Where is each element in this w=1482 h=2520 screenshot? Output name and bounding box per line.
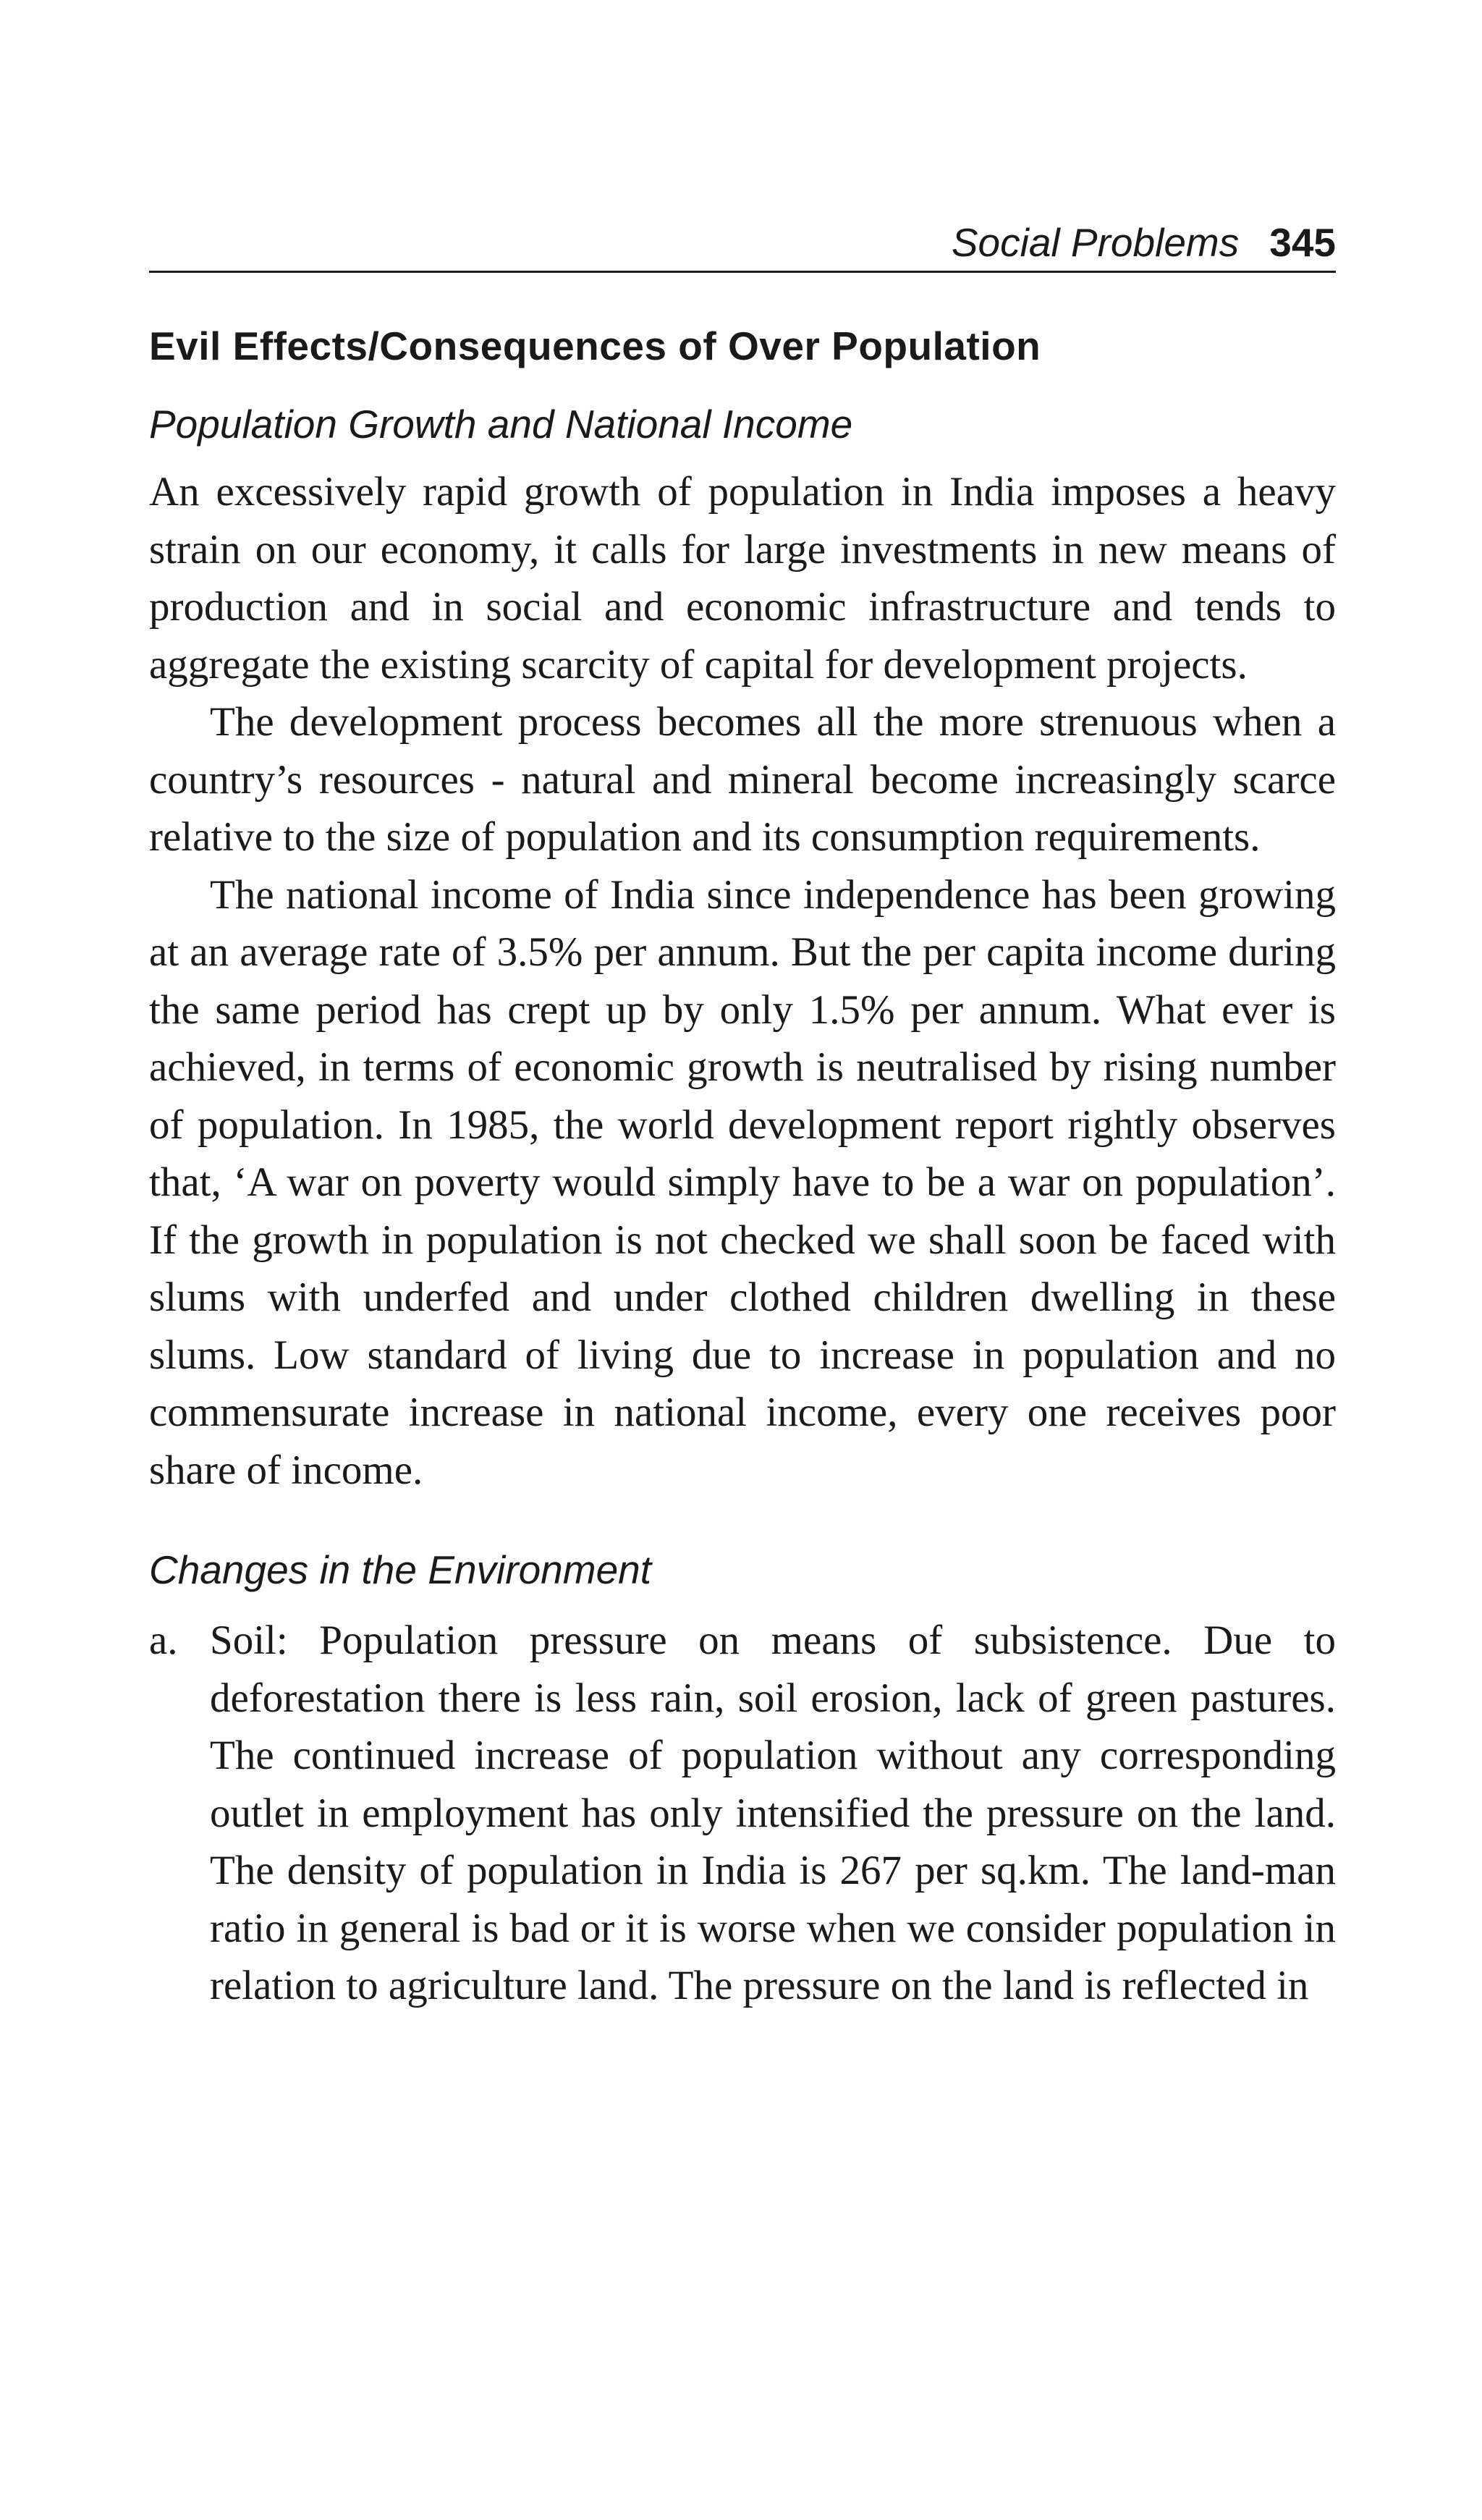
paragraph: The development process becomes all the more strenuous when a country’s resources - natural and mineral become increasingly scarce relative to the size of population and its consumption requirements. (149, 699, 1336, 860)
environment-list (149, 1612, 1336, 2015)
section-heading: Evil Effects/Consequences of Over Population (149, 324, 1041, 368)
running-header (149, 217, 1336, 268)
paragraph: An excessively rapid growth of population in India imposes a heavy strain on our economy, it calls for large investments in new means of production and in social and economic infrastructure and tends to aggregate the existing scarcity of capital for development projects. (149, 469, 1336, 688)
list-marker: a. (149, 1618, 178, 1663)
page-number: 345 (1269, 220, 1336, 265)
running-header-title: Social Problems (951, 220, 1240, 265)
page-content (149, 317, 1336, 2015)
subheading-population-growth: Population Growth and National Income (149, 402, 853, 447)
header-rule (149, 271, 1336, 273)
paragraph: The national income of India since independence has been growing at an average rate of 3.5% per annum. But the per capita income during the same period has crept up by only 1.5% per annum. What ever is achieved, in terms of economic growth is neutralised by rising number of population. In 1985, the world development report rightly observes that, ‘A war on poverty would simply have to be a war on population’. If the growth in population is not checked we shall soon be faced with slums with underfed and under clothed children dwelling in these slums. Low standard of living due to increase in population and no commensurate increase in national income, every one receives poor share of income. (149, 871, 1336, 1493)
list-item (149, 1612, 1336, 2015)
list-item-text: Soil: Population pressure on means of subsistence. Due to deforestation there is less rain, soil erosion, lack of green pastures. The continued increase of population without any corresponding outlet in employment has only intensified the pressure on the land. The density of population in India is 267 per sq.km. The land-man ratio in general is bad or it is worse when we consider population in relation to agriculture land. The pressure on the land is reflected in (210, 1618, 1336, 2008)
subheading-environment: Changes in the Environment (149, 1547, 652, 1592)
